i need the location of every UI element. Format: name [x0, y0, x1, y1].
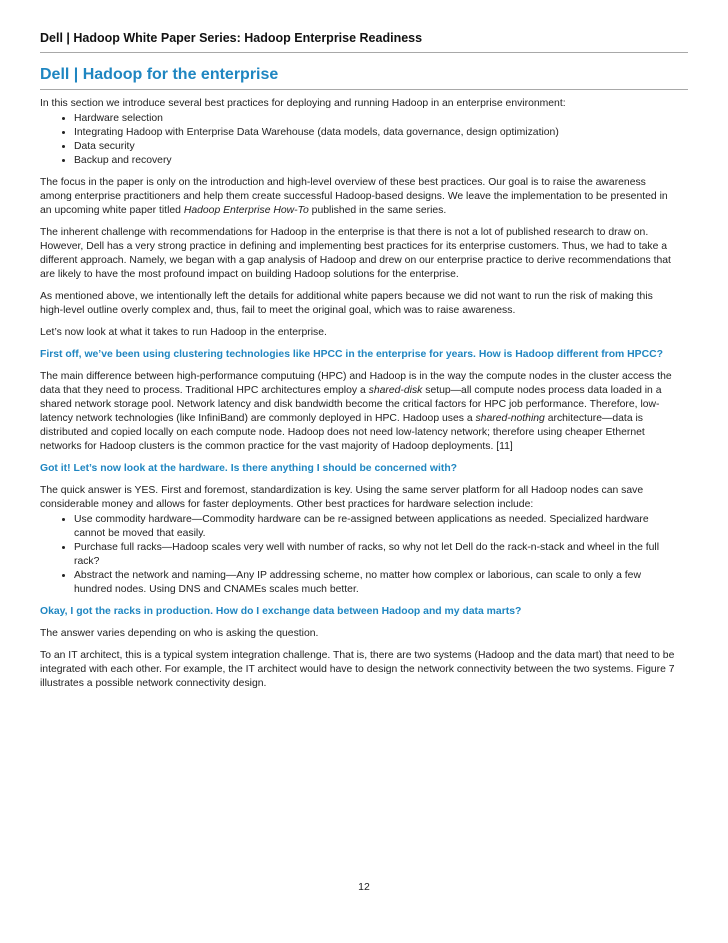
- section-title: Dell | Hadoop for the enterprise: [40, 66, 279, 83]
- answer-text: setup—all compute nodes process data loaded in a shared network storage pool. Network latency and disk bandwidth become the critical factors for HPC job performance. Therefore, low-latency network technologies (like InfiniBand) are commonly deployed in HPC. Hadoop uses a: [40, 385, 662, 424]
- list-item: • Integrating Hadoop with Enterprise Data Warehouse (data models, data governance, design optimization): [74, 126, 676, 140]
- answer-data-marts: The answer varies depending on who is asking the question.: [40, 628, 319, 639]
- challenge-paragraph: The inherent challenge with recommendations for Hadoop in the enterprise is that there is not a lot of published research to draw on. However, Dell has a very strong practice in defining and implementing best practices for its enterprise customers. Thus, we had to take a different approach. Namely, we began with a gap analysis of Hadoop and drew on our enterprise practice to derive recommendations that are likely to have the most profound impact on building Hadoop solutions for the enterprise.: [40, 227, 671, 280]
- hardware-bullet-list: [40, 513, 676, 597]
- answer-text: The main difference between high-performance computuing (HPC) and Hadoop is in the way the compute nodes in the cluster access the data that they need to process. Traditional HPC architectures employ a: [40, 371, 672, 396]
- question-data-marts: Okay, I got the racks in production. How do I exchange data between Hadoop and my data marts?: [40, 606, 522, 617]
- intro-paragraph: In this section we introduce several best practices for deploying and running Hadoop in an enterprise environment:: [40, 98, 566, 109]
- body-text: [40, 97, 676, 699]
- focus-text-end: published in the same series.: [308, 205, 447, 216]
- running-header: Dell | Hadoop White Paper Series: Hadoop Enterprise Readiness: [40, 31, 423, 45]
- intro-bullet-list: [40, 112, 676, 168]
- focus-paragraph: [40, 176, 676, 218]
- list-item: • Abstract the network and naming—Any IP addressing scheme, no matter how complex or laborious, can scale to only a few hundred nodes. Using DNS and CNAMEs scales much better.: [74, 569, 676, 597]
- question-hardware: Got it! Let’s now look at the hardware. Is there anything I should be concerned with?: [40, 463, 458, 474]
- answer-hardware: The quick answer is YES. First and foremost, standardization is key. Using the same server platform for all Hadoop nodes can save considerable money and allows for faster deployments. Other best practices for hardware selection include:: [40, 485, 644, 510]
- list-item: • Backup and recovery: [74, 154, 676, 168]
- list-item: • Purchase full racks—Hadoop scales very well with number of racks, so why not let Dell do the rack-n-stack and wheel in the full rack?: [74, 541, 676, 569]
- focus-text: The focus in the paper is only on the introduction and high-level overview of these best practices. Our goal is to raise the awareness among enterprise practitioners and help them create successful Hadoop-based designs. We leave the implementation to be presented in an upcoming white paper titled: [40, 177, 668, 216]
- question-hpcc: First off, we’ve been using clustering technologies like HPCC in the enterprise for years. How is Hadoop different from HPCC?: [40, 349, 663, 360]
- shared-nothing-term: shared-nothing: [475, 413, 545, 424]
- section-divider: [40, 89, 688, 90]
- list-item: • Hardware selection: [74, 112, 676, 126]
- shared-disk-term: shared-disk: [368, 385, 423, 396]
- howto-title: Hadoop Enterprise How-To: [183, 205, 309, 216]
- page-number: 12: [358, 881, 370, 893]
- list-item: • Data security: [74, 140, 676, 154]
- lets-now-paragraph: Let’s now look at what it takes to run Hadoop in the enterprise.: [40, 327, 327, 338]
- answer-text: architecture—data is distributed and copied locally on each compute node. Hadoop does not need low-latency network; therefore using cheaper Ethernet networks for Hadoop clusters is the common practice for the vast majority of Hadoop deployments. [11]: [40, 413, 645, 452]
- header-divider: [40, 52, 688, 53]
- list-item: • Use commodity hardware—Commodity hardware can be re-assigned between applications as needed. Specialized hardware cannot be moved that easily.: [74, 513, 676, 541]
- answer-hpcc: [40, 370, 676, 454]
- mentioned-paragraph: As mentioned above, we intentionally left the details for additional white papers because we did not want to run the risk of making this high-level outline overly complex and, thus, fail to meet the original goal, which was to raise awareness.: [40, 291, 653, 316]
- it-architect-paragraph: To an IT architect, this is a typical system integration challenge. That is, there are two systems (Hadoop and the data mart) that need to be integrated with each other. For example, the IT architect would have to design the network connectivity between the two systems. Figure 7 illustrates a possible network connectivity design.: [40, 650, 675, 689]
